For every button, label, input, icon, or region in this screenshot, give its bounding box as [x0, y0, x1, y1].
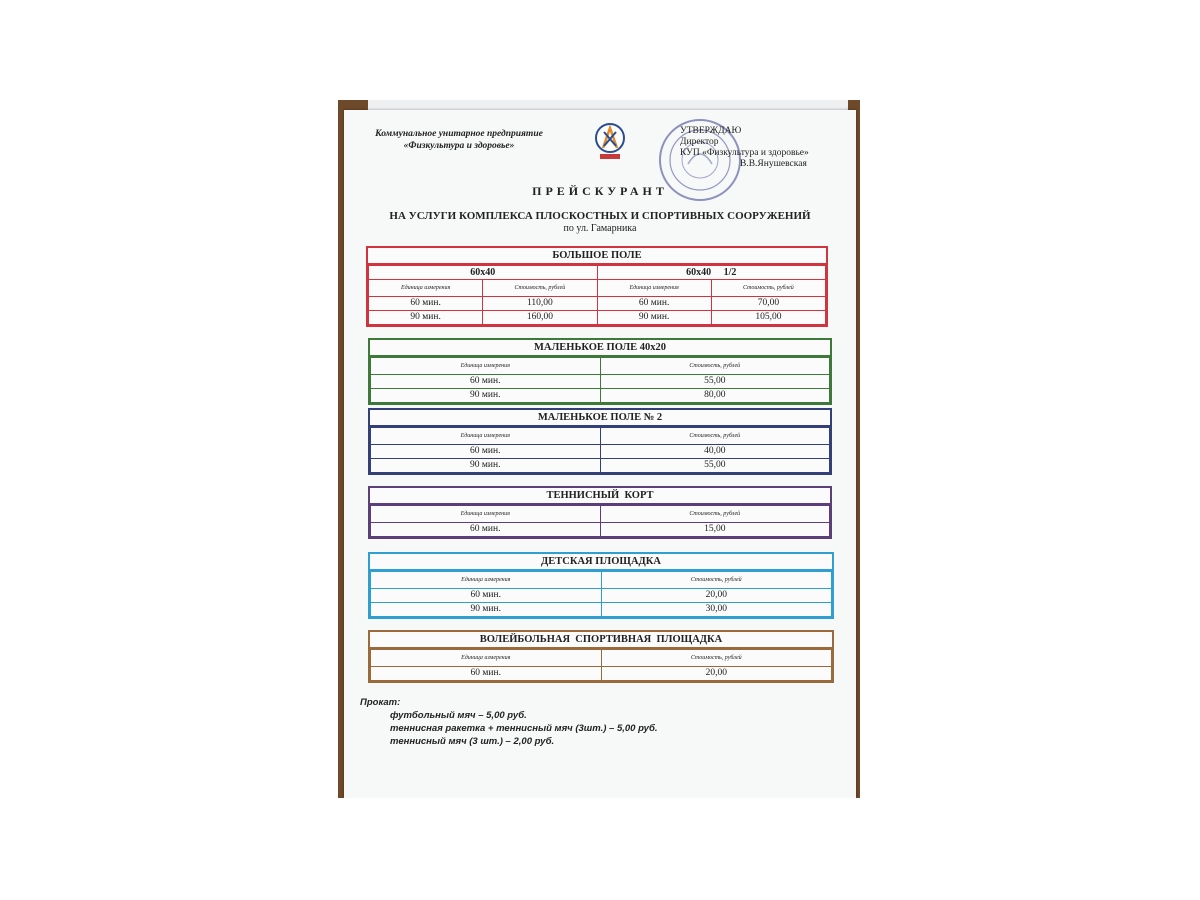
table-row: [371, 603, 832, 617]
unit-cell: 90 мин.: [371, 603, 602, 617]
rental-item: теннисный мяч (3 шт.) – 2,00 руб.: [390, 736, 555, 747]
table-row: [371, 375, 830, 389]
price-table: [368, 265, 826, 325]
section-title: ВОЛЕЙБОЛЬНАЯ СПОРТИВНАЯ ПЛОЩАДКА: [370, 632, 832, 649]
section-title: ТЕННИСНЫЙ КОРТ: [370, 488, 830, 505]
sub-header-left: 60х40: [369, 266, 598, 280]
price-cell: 110,00: [483, 297, 597, 311]
price-table: [370, 505, 830, 537]
price-cell: 30,00: [601, 603, 832, 617]
table-row: [371, 523, 830, 537]
price-cell: 160,00: [483, 311, 597, 325]
approve-line-2: Директор: [680, 137, 719, 147]
column-header-price: Стоимость, рублей: [601, 572, 832, 589]
price-cell: 105,00: [711, 311, 825, 325]
table-row: [371, 389, 830, 403]
section-title: МАЛЕНЬКОЕ ПОЛЕ 40х20: [370, 340, 830, 357]
column-header-price: Стоимость, рублей: [600, 428, 830, 445]
document-address: по ул. Гамарника: [563, 223, 637, 234]
section-tennis-court: [368, 486, 832, 539]
price-cell: 55,00: [600, 375, 830, 389]
price-cell: 40,00: [600, 445, 830, 459]
unit-cell: 90 мин.: [371, 389, 601, 403]
price-cell: 15,00: [600, 523, 830, 537]
rental-item: теннисная ракетка + теннисный мяч (3шт.) – 5,00 руб.: [390, 723, 658, 734]
column-header-unit: Единица измерения: [371, 358, 601, 375]
unit-cell: 60 мин.: [371, 375, 601, 389]
unit-cell: 60 мин.: [371, 523, 601, 537]
section-small-field: [368, 338, 832, 405]
section-kids-playground: [368, 552, 834, 619]
approve-line-1: УТВЕРЖДАЮ: [680, 126, 742, 136]
unit-cell: 90 мин.: [369, 311, 483, 325]
sub-header-right: 60х40 1/2: [597, 266, 826, 280]
table-row: [371, 589, 832, 603]
column-header-price: Стоимость, рублей: [600, 506, 830, 523]
section-big-field: [366, 246, 828, 327]
price-table: [370, 649, 832, 681]
rental-title: Прокат:: [360, 697, 401, 708]
org-line-1: Коммунальное унитарное предприятие: [375, 129, 543, 139]
unit-cell: 60 мин.: [371, 667, 602, 681]
column-header-unit: Единица измерения: [597, 280, 711, 297]
column-header-price: Стоимость, рублей: [483, 280, 597, 297]
price-list-sheet: [344, 110, 856, 798]
unit-cell: 60 мин.: [369, 297, 483, 311]
price-cell: 20,00: [601, 589, 832, 603]
organization-name: [364, 128, 554, 152]
unit-cell: 90 мин.: [597, 311, 711, 325]
section-volleyball-court: [368, 630, 834, 683]
price-cell: 20,00: [601, 667, 832, 681]
price-table: [370, 571, 832, 617]
column-header-unit: Единица измерения: [371, 506, 601, 523]
price-cell: 70,00: [711, 297, 825, 311]
unit-cell: 60 мин.: [371, 589, 602, 603]
unit-cell: 60 мин.: [597, 297, 711, 311]
column-header-unit: Единица измерения: [371, 572, 602, 589]
column-header-price: Стоимость, рублей: [711, 280, 825, 297]
table-row: [371, 459, 830, 473]
emblem-icon: [594, 122, 626, 167]
price-table: [370, 357, 830, 403]
rental-item: футбольный мяч – 5,00 руб.: [390, 710, 527, 721]
table-row: [369, 311, 826, 325]
section-title: БОЛЬШОЕ ПОЛЕ: [368, 248, 826, 265]
table-row: [371, 445, 830, 459]
price-cell: 80,00: [600, 389, 830, 403]
unit-cell: 60 мин.: [371, 445, 601, 459]
section-small-field-2: [368, 408, 832, 475]
section-title: ДЕТСКАЯ ПЛОЩАДКА: [370, 554, 832, 571]
unit-cell: 90 мин.: [371, 459, 601, 473]
column-header-unit: Единица измерения: [371, 650, 602, 667]
price-cell: 55,00: [600, 459, 830, 473]
document-photo: [338, 100, 860, 798]
column-header-price: Стоимость, рублей: [601, 650, 832, 667]
document-title: ПРЕЙСКУРАНТ: [532, 184, 668, 198]
rental-block: [360, 696, 658, 748]
approve-line-4: В.В.Янушевская: [740, 159, 807, 169]
price-table: [370, 427, 830, 473]
table-row: [369, 297, 826, 311]
column-header-price: Стоимость, рублей: [600, 358, 830, 375]
approve-line-3: КУП «Физкультура и здоровье»: [680, 148, 809, 158]
document-subtitle: НА УСЛУГИ КОМПЛЕКСА ПЛОСКОСТНЫХ И СПОРТИВНЫХ СООРУЖЕНИЙ: [389, 210, 811, 222]
section-title: МАЛЕНЬКОЕ ПОЛЕ № 2: [370, 410, 830, 427]
approval-block: [680, 126, 850, 170]
org-line-2: «Физкультура и здоровье»: [403, 141, 515, 151]
column-header-unit: Единица измерения: [369, 280, 483, 297]
column-header-unit: Единица измерения: [371, 428, 601, 445]
table-row: [371, 667, 832, 681]
